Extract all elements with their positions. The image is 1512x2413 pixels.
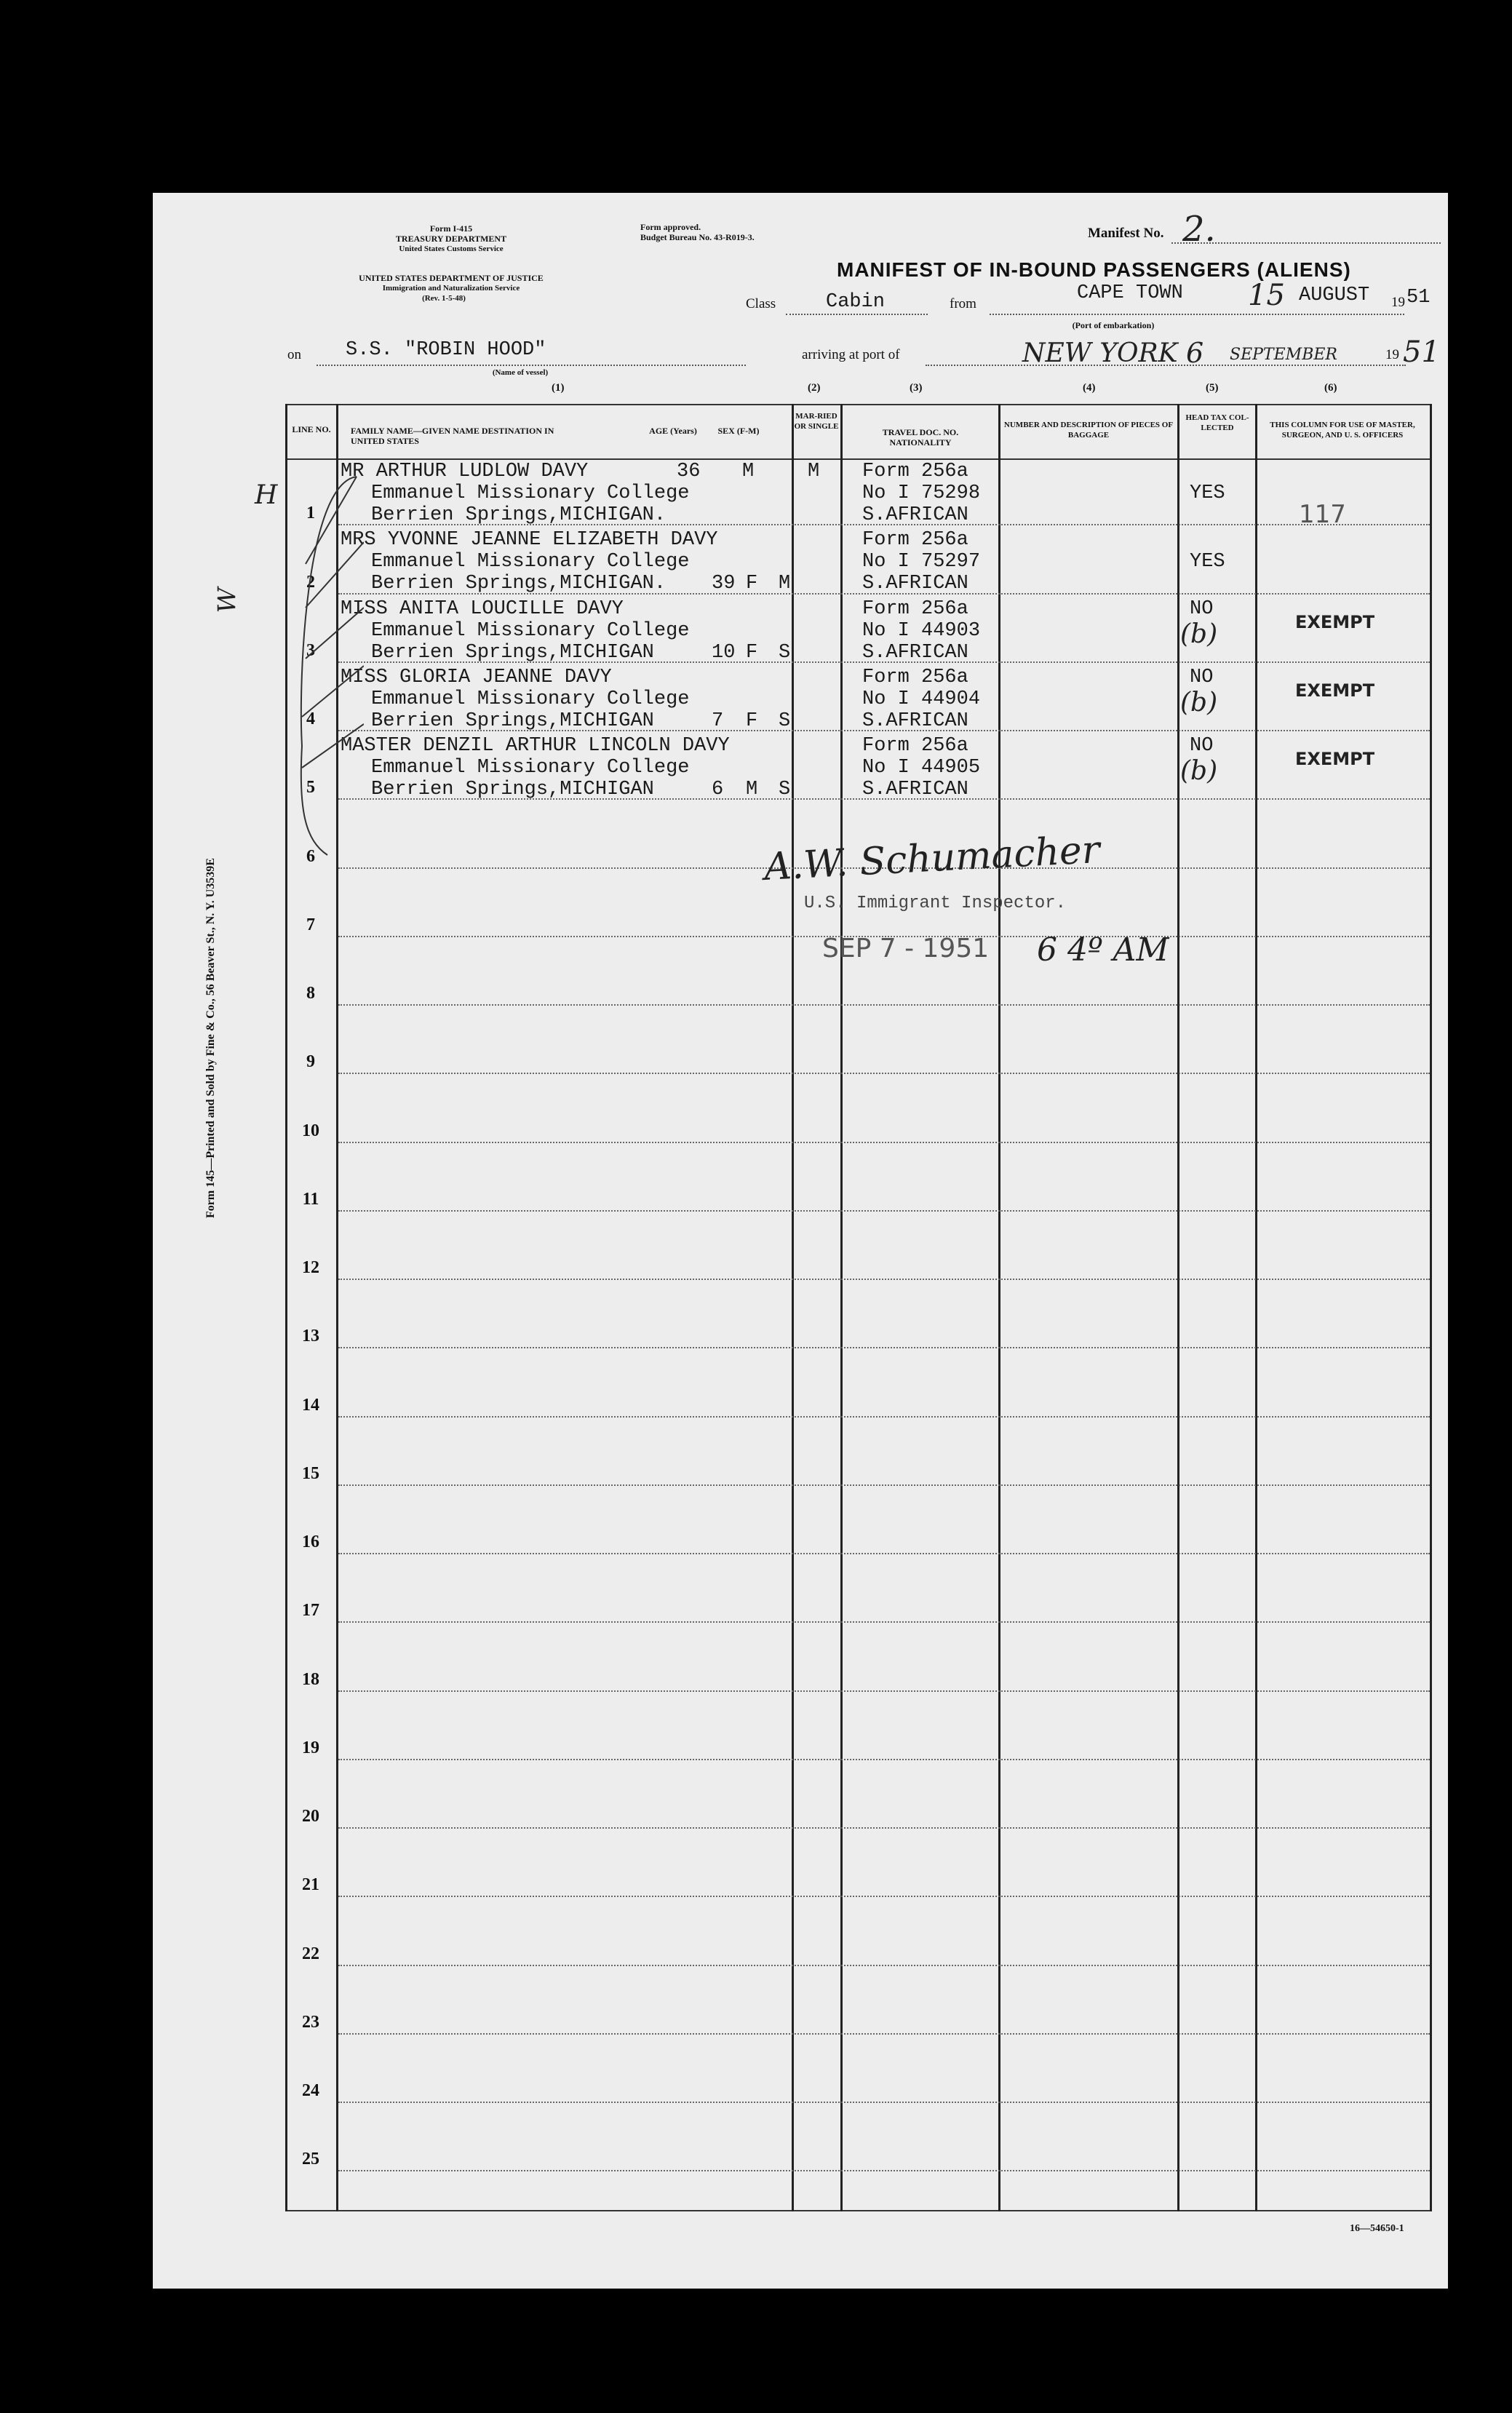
header-married: MAR-RIED OR SINGLE (794, 412, 839, 431)
row-rule (338, 2033, 1430, 2035)
date-stamp: SEP 7 - 1951 (822, 934, 990, 963)
line-number: 23 (302, 2012, 319, 2032)
passenger-marital: M (808, 461, 820, 482)
on-label: on (287, 347, 301, 362)
arrival-time: 6 4º AM (1037, 931, 1169, 969)
dept-justice-sub: Immigration and Naturalization Service (382, 284, 520, 293)
header-travel-doc: TRAVEL DOC. NO. NATIONALITY (882, 427, 959, 448)
travel-doc-number: No I 44903 (862, 619, 981, 642)
nationality: S.AFRICAN (862, 573, 968, 595)
header-baggage: NUMBER AND DESCRIPTION OF PIECES OF BAGGAGE (1003, 421, 1174, 440)
passenger-name: MISS ANITA LOUCILLE DAVY (341, 597, 624, 620)
travel-doc-number: No I 44905 (862, 757, 981, 779)
line-number: 21 (302, 1875, 319, 1895)
line-number: 22 (302, 1944, 319, 1963)
travel-doc-form: Form 256a (862, 597, 968, 620)
travel-doc-form: Form 256a (862, 666, 968, 688)
head-tax: NO (1190, 735, 1214, 757)
passenger-sex: F (746, 709, 758, 732)
class-value: Cabin (826, 291, 886, 313)
passenger-sex: F (746, 573, 758, 595)
travel-doc-number: No I 75297 (862, 551, 981, 573)
col-num: (3) (910, 382, 923, 394)
manifest-label: Manifest No. (1088, 226, 1164, 241)
line-number: 1 (306, 504, 315, 523)
head-tax-note: (b) (1180, 619, 1218, 649)
passenger-marital: M (779, 573, 791, 595)
dept-treasury-sub: United States Customs Service (399, 245, 504, 253)
row-rule (338, 1142, 1430, 1143)
travel-doc-number: No I 75298 (862, 482, 981, 504)
form-id: Form I-415 (429, 223, 473, 234)
col-num: (5) (1206, 382, 1219, 394)
passenger-destination-1: Emmanuel Missionary College (371, 688, 690, 710)
line-number: 13 (302, 1327, 319, 1346)
line-number: 15 (302, 1463, 319, 1483)
passenger-age: 39 (712, 573, 736, 595)
head-tax-note: (b) (1180, 756, 1218, 786)
line-number: 14 (302, 1395, 319, 1415)
passenger-name: MISS GLORIA JEANNE DAVY (341, 666, 612, 688)
manifest-page (153, 193, 1448, 2289)
officer-entry: EXEMPT (1295, 611, 1375, 632)
passenger-sex: M (746, 779, 758, 800)
class-label: Class (746, 296, 776, 311)
row-rule (338, 1827, 1430, 1829)
passenger-destination-2: Berrien Springs,MICHIGAN. (371, 504, 667, 526)
passenger-age: 7 (712, 709, 724, 732)
passenger-destination-2: Berrien Springs,MICHIGAN. (371, 573, 667, 595)
passenger-marital: S (779, 709, 791, 732)
head-tax: NO (1190, 666, 1214, 688)
col-num: (6) (1324, 382, 1337, 394)
vessel-name: S.S. "ROBIN HOOD" (346, 339, 546, 361)
row-rule (338, 1553, 1430, 1554)
line-number: 3 (306, 640, 315, 660)
dept-justice: UNITED STATES DEPARTMENT OF JUSTICE (359, 273, 544, 283)
arriving-label: arriving at port of (802, 347, 900, 362)
row-rule (338, 1621, 1430, 1623)
passenger-sex: F (746, 641, 758, 664)
passenger-destination-1: Emmanuel Missionary College (371, 482, 690, 504)
line-number: 25 (302, 2150, 319, 2169)
footer-code: 16—54650-1 (1350, 2223, 1404, 2234)
passenger-marital: S (779, 779, 791, 800)
manifest-number: 2. (1182, 209, 1216, 250)
passenger-name: MASTER DENZIL ARTHUR LINCOLN DAVY (341, 735, 730, 757)
line-number: 7 (306, 915, 315, 934)
embark-year-prefix: 19 (1391, 295, 1405, 310)
passenger-destination-1: Emmanuel Missionary College (371, 551, 690, 573)
line-number: 19 (302, 1738, 319, 1757)
embark-year: 51 (1406, 287, 1431, 309)
header-age: AGE (Years) (649, 426, 697, 436)
row-rule (338, 1965, 1430, 1966)
line-number: 12 (302, 1258, 319, 1277)
line-number: 2 (306, 572, 315, 592)
margin-mark-h: H (255, 480, 278, 510)
line-number: 24 (302, 2081, 319, 2100)
line-number: 20 (302, 1807, 319, 1826)
dept-treasury: TREASURY DEPARTMENT (395, 234, 507, 244)
form-approved: Form approved. (640, 222, 701, 232)
passenger-sex: M (742, 461, 755, 482)
line-number: 9 (306, 1052, 315, 1072)
row-rule (338, 1416, 1430, 1418)
row-rule (338, 2170, 1430, 2171)
head-tax: YES (1190, 482, 1225, 504)
header-name: FAMILY NAME—GIVEN NAME DESTINATION IN UNITED STATES (351, 426, 554, 446)
row-rule (338, 2102, 1430, 2103)
line-number: 16 (302, 1533, 319, 1551)
line-number: 11 (302, 1189, 319, 1209)
passenger-age: 36 (677, 461, 701, 482)
budget-bureau: Budget Bureau No. 43-R019-3. (640, 232, 755, 242)
nationality: S.AFRICAN (862, 779, 968, 800)
line-number: 5 (306, 778, 315, 798)
travel-doc-form: Form 256a (862, 735, 968, 757)
travel-doc-form: Form 256a (862, 461, 968, 482)
passenger-destination-2: Berrien Springs,MICHIGAN (371, 641, 654, 664)
header-head-tax: HEAD TAX COL-LECTED (1185, 413, 1249, 432)
line-number: 6 (306, 846, 315, 866)
from-label: from (950, 296, 976, 311)
passenger-destination-2: Berrien Springs,MICHIGAN (371, 779, 654, 800)
passenger-destination-1: Emmanuel Missionary College (371, 757, 690, 779)
header-line-no: LINE NO. (292, 424, 331, 434)
line-number: 10 (302, 1121, 319, 1140)
head-tax: YES (1190, 551, 1225, 573)
arrival-year-prefix: 19 (1385, 347, 1399, 362)
officer-entry: 117 (1299, 500, 1346, 529)
col-num: (1) (552, 382, 565, 394)
pencil-bracket (218, 462, 364, 1044)
nationality: S.AFRICAN (862, 641, 968, 664)
embark-day: 15 (1248, 279, 1285, 312)
row-rule (338, 1347, 1430, 1348)
head-tax-note: (b) (1180, 687, 1218, 717)
row-rule (338, 1279, 1430, 1280)
page-title: MANIFEST OF IN-BOUND PASSENGERS (ALIENS) (837, 258, 1351, 281)
col-num: (4) (1083, 382, 1096, 394)
passenger-marital: S (779, 641, 791, 664)
row-rule (338, 1759, 1430, 1760)
nationality: S.AFRICAN (862, 504, 968, 526)
arrival-day: 6 (1186, 337, 1204, 369)
printer-side-text: Form 145—Printed and Sold by Fine & Co., 56 Beaver St., N. Y. U3539E (204, 858, 217, 1218)
line-number: 17 (302, 1601, 319, 1621)
travel-doc-number: No I 44904 (862, 688, 981, 710)
nationality: S.AFRICAN (862, 709, 968, 732)
passenger-destination-2: Berrien Springs,MICHIGAN (371, 709, 654, 732)
passenger-age: 6 (712, 779, 724, 800)
inspector-signature: A.W. Schumacher (763, 827, 1102, 890)
row-rule (338, 1484, 1430, 1486)
passenger-name: MRS YVONNE JEANNE ELIZABETH DAVY (341, 529, 718, 552)
passenger-destination-1: Emmanuel Missionary College (371, 619, 690, 642)
officer-entry: EXEMPT (1295, 749, 1375, 769)
row-rule (338, 1073, 1430, 1074)
line-number: 18 (302, 1669, 319, 1689)
vessel-caption: (Name of vessel) (492, 368, 549, 377)
row-rule (338, 1896, 1430, 1897)
arrival-month: SEPTEMBER (1230, 346, 1337, 364)
row-rule (338, 1210, 1430, 1212)
line-number: 8 (306, 984, 315, 1003)
embark-month: AUGUST (1299, 285, 1370, 306)
inspector-title: U.S. Immigrant Inspector. (804, 894, 1067, 913)
travel-doc-form: Form 256a (862, 529, 968, 552)
head-tax: NO (1190, 597, 1214, 620)
arrival-year: 51 (1403, 335, 1440, 369)
officer-entry: EXEMPT (1295, 680, 1375, 701)
line-number: 4 (306, 709, 315, 728)
passenger-name: MR ARTHUR LUDLOW DAVY (341, 461, 589, 482)
arrival-port: NEW YORK (1022, 338, 1178, 368)
port-embark-caption: (Port of embarkation) (1072, 320, 1155, 330)
revision: (Rev. 1-5-48) (422, 294, 466, 303)
header-sex: SEX (F-M) (717, 426, 760, 436)
margin-mark-w: W (212, 587, 242, 613)
header-officers: THIS COLUMN FOR USE OF MASTER, SURGEON, AND U. S. OFFICERS (1270, 421, 1415, 440)
row-rule (338, 1690, 1430, 1692)
passenger-age: 10 (712, 641, 736, 664)
row-rule (338, 1004, 1430, 1006)
col-num: (2) (808, 382, 821, 394)
embark-port: CAPE TOWN (1077, 282, 1183, 304)
